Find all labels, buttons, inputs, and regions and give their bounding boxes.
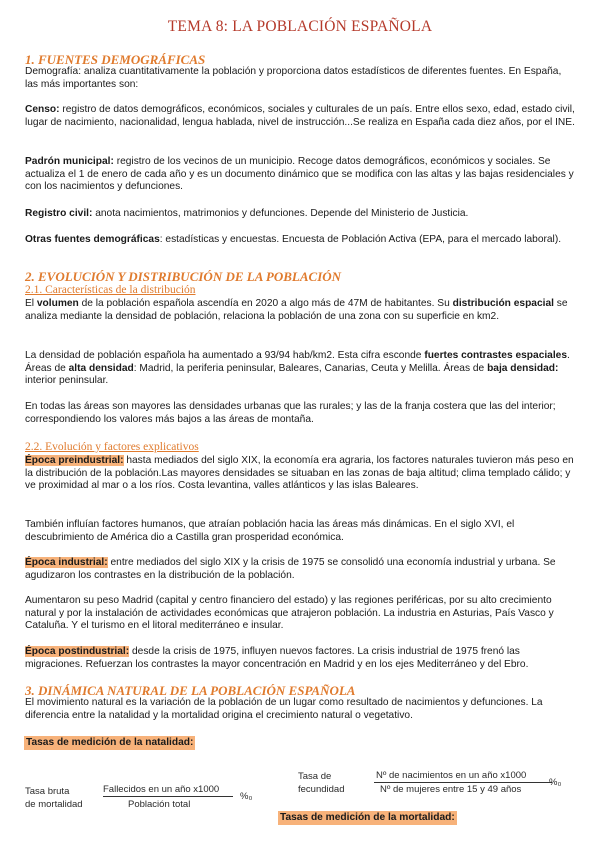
per-mille-symbol: %₀ bbox=[240, 791, 253, 802]
areas-paragraph: En todas las áreas son mayores las densidades urbanas que las rurales; y las de la franja costera que las del interior; correspondiendo los valores más bajos a las áreas de montaña. bbox=[25, 401, 556, 425]
mujeres-denominator: Nº de mujeres entre 15 y 49 años bbox=[380, 784, 522, 795]
section-1-heading: 1. FUENTES DEMOGRÁFICAS bbox=[25, 52, 206, 67]
censo-paragraph bbox=[25, 104, 577, 129]
densidad-paragraph bbox=[25, 350, 577, 388]
volumen-text-e: se analiza mediante la densidad de población, relaciona la población de una zona con su superficie en km2. bbox=[25, 298, 568, 322]
movimiento-natural-paragraph: El movimiento natural es la variación de la población de un lugar como resultado de nacimientos y defunciones. La diferencia entre la natalidad y la mortalidad origina el crecimiento natural o vegetativo. bbox=[25, 697, 543, 721]
fraction-bar-mortalidad bbox=[103, 796, 233, 797]
tasa-bruta-label-2: de mortalidad bbox=[25, 799, 83, 810]
volumen-paragraph bbox=[25, 298, 577, 323]
postindustrial-text: desde la crisis de 1975, influyen nuevos factores. La crisis industrial de 1975 frenó las migraciones. Refuerzan los contrastes la mayor concentración en Madrid y en los ejes Mediterráneo y del Ebro. bbox=[25, 646, 529, 670]
tasa-fecundidad-label-1: Tasa de bbox=[298, 771, 332, 782]
postindustrial-paragraph bbox=[25, 646, 577, 671]
postindustrial-label: Época postindustrial: bbox=[25, 646, 130, 657]
subsection-2-1-heading: 2.1. Características de la distribución bbox=[25, 284, 196, 296]
censo-text: registro de datos demográficos, económicos, sociales y culturales de un país. Entre ellos sexo, edad, estado civil, lugar de nacimiento, nacionalidad, lengua hablada, nivel de instrucción...Se realiza en España cada diez años, por el INE. bbox=[25, 104, 575, 128]
padron-paragraph bbox=[25, 156, 577, 194]
mortalidad-box: Tasas de medición de la mortalidad: bbox=[280, 812, 455, 823]
densidad-text-e: : Madrid, la periferia peninsular, Baleares, Canarias, Ceuta y Melilla. Áreas de bbox=[133, 362, 488, 374]
fraction-bar-fecundidad bbox=[374, 782, 552, 783]
registro-paragraph bbox=[25, 208, 577, 221]
factores-humanos-paragraph: También influían factores humanos, que atraían población hacia las áreas más dinámicas. En el siglo XVI, el descubrimiento de América dio a Castilla gran prosperidad económica. bbox=[25, 519, 515, 543]
section-2-heading: 2. EVOLUCIÓN Y DISTRIBUCIÓN DE LA POBLACIÓN bbox=[25, 269, 342, 284]
contrastes-bold: fuertes contrastes espaciales bbox=[424, 350, 568, 361]
baja-densidad-bold: baja densidad: bbox=[487, 362, 559, 374]
alta-densidad-bold: alta densidad bbox=[68, 362, 134, 374]
otras-fuentes-paragraph bbox=[25, 234, 577, 247]
padron-label: Padrón municipal: bbox=[25, 156, 114, 167]
otras-text: : estadísticas y encuestas. Encuesta de Población Activa (EPA, para el mercado laboral). bbox=[159, 234, 562, 245]
volumen-text-a: El bbox=[25, 298, 37, 309]
densidad-text-a: La densidad de población española ha aumentado a 93/94 hab/km2. Esta cifra esconde bbox=[25, 350, 425, 361]
natalidad-box: Tasas de medición de la natalidad: bbox=[26, 737, 194, 748]
densidad-text-g: interior peninsular. bbox=[25, 375, 109, 387]
otras-label: Otras fuentes demográficas bbox=[25, 234, 160, 245]
volumen-bold: volumen bbox=[36, 298, 79, 309]
censo-label: Censo: bbox=[25, 104, 60, 115]
tasa-fecundidad-label-2: fecundidad bbox=[298, 784, 345, 795]
fallecidos-numerator: Fallecidos en un año x1000 bbox=[103, 784, 220, 795]
industrial-text: entre mediados del siglo XIX y la crisis de 1975 se consolidó una economía industrial y urbana. Se agudizaron los contrastes en la distribución de la población. bbox=[25, 557, 556, 581]
poblacion-denominator: Población total bbox=[128, 799, 191, 810]
padron-text: registro de los vecinos de un municipio. Recoge datos demográficos, económicos y sociales. Se actualiza el 1 de enero de cada año y es un documento dinámico que se modifica con las altas y las bajas residenciales y con los nacimientos y defunciones. bbox=[25, 156, 574, 193]
registro-label: Registro civil: bbox=[25, 208, 93, 219]
tasa-bruta-label-1: Tasa bruta bbox=[25, 786, 70, 797]
volumen-text-c: de la población española ascendía en 2020 a algo más de 47M de habitantes. Su bbox=[78, 298, 453, 309]
industrial-paragraph bbox=[25, 557, 577, 582]
nacimientos-numerator: Nº de nacimientos en un año x1000 bbox=[376, 770, 527, 781]
distribucion-bold: distribución espacial bbox=[452, 298, 554, 309]
section-3-heading: 3. DINÁMICA NATURAL DE LA POBLACIÓN ESPAÑOLA bbox=[25, 683, 356, 698]
subsection-2-2-heading: 2.2. Evolución y factores explicativos bbox=[25, 441, 199, 453]
per-mille-symbol-2: %₀ bbox=[549, 777, 562, 788]
preindustrial-label: Época preindustrial: bbox=[25, 455, 124, 466]
page-title: TEMA 8: LA POBLACIÓN ESPAÑOLA bbox=[167, 18, 433, 35]
preindustrial-text: hasta mediados del siglo XIX, la economía era agraria, los factores naturales tuvieron más peso en la distribución de la población.Las mayores densidades se situaban en las zonas de baja altitud; clima templado cálido; y ve proximidad al mar o a los ríos. Costa levantina, valles atlánticos y las islas Baleares. bbox=[25, 455, 574, 492]
densidad-text-c: . Áreas de bbox=[25, 350, 570, 374]
aumentaron-paragraph: Aumentaron su peso Madrid (capital y centro financiero del estado) y las regiones periféricas, por su alto crecimiento natural y por la instalación de actividades económicas que atrajeron población. La industria en Asturias, País Vasco y Cataluña. Y el turismo en el litoral mediterráneo e insular. bbox=[25, 595, 554, 632]
registro-text: anota nacimientos, matrimonios y defunciones. Depende del Ministerio de Justicia. bbox=[92, 208, 469, 219]
demografia-paragraph: Demografía: analiza cuantitativamente la población y proporciona datos estadísticos de diferentes fuentes. En España, las más importantes son: bbox=[25, 66, 562, 90]
preindustrial-paragraph bbox=[25, 455, 577, 493]
industrial-label: Época industrial: bbox=[25, 557, 108, 568]
